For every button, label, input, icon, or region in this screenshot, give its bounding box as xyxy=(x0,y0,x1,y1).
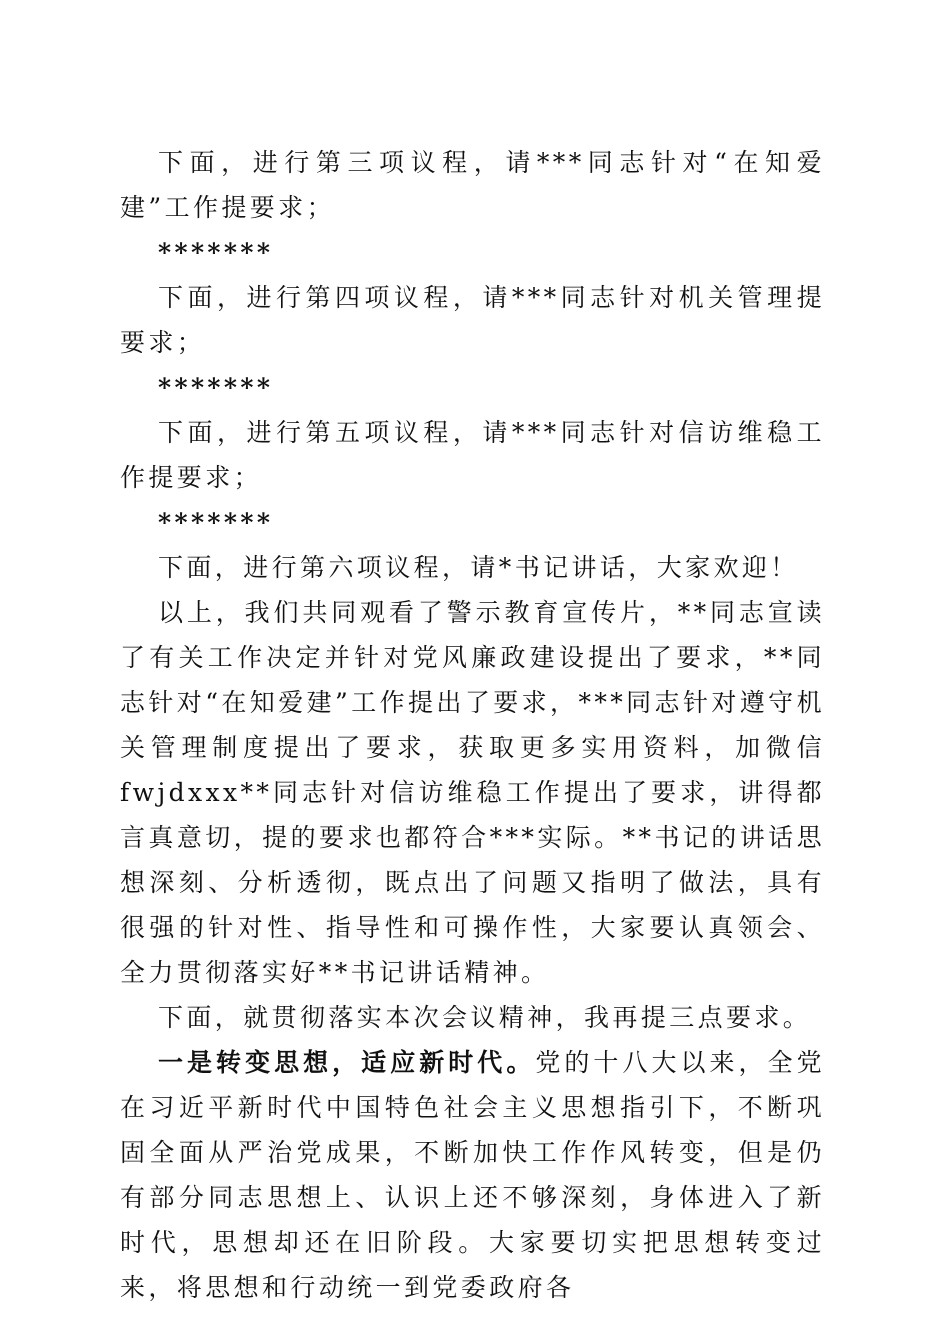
separator-2: ******* xyxy=(158,373,274,402)
separator-1: ******* xyxy=(158,238,274,267)
paragraph-agenda-4: 下面，进行第四项议程，请***同志针对机关管理提要求； xyxy=(120,283,825,357)
paragraph-agenda-6: 下面，进行第六项议程，请*书记讲话，大家欢迎！ xyxy=(158,553,799,582)
paragraph-summary: 以上，我们共同观看了警示教育宣传片，**同志宣读了有关工作决定并针对党风廉政建设提出了要求，**同志针对“在知爱建”工作提出了要求，***同志针对遵守机关管理制度提出了要求，获取更多实用资料，加微信 fwjdxxx**同志针对信访维稳工作提出了要求，讲得都言真意切，提的要求也都符合***实际。**书记的讲话思想深刻、分析透彻，既点出了问题又指明了做法，具有很强的针对性、指导性和可操作性，大家要认真领会、全力贯彻落实好**书记讲话精神。 xyxy=(120,598,825,987)
requirement-1-body: 党的十八大以来，全党在习近平新时代中国特色社会主义思想指引下，不断巩固全面从严治党成果，不断加快工作作风转变，但是仍有部分同志思想上、认识上还不够深刻，身体进入了新时代，思想却还在旧阶段。大家要切实把思想转变过来，将思想和行动统一到党委政府各 xyxy=(120,1048,825,1302)
paragraph-agenda-5: 下面，进行第五项议程，请***同志针对信访维稳工作提要求； xyxy=(120,418,825,492)
paragraph-requirements-intro: 下面，就贯彻落实本次会议精神，我再提三点要求。 xyxy=(158,1003,812,1032)
requirement-1-lead: 一是转变思想，适应新时代。 xyxy=(158,1048,536,1077)
document-page xyxy=(120,140,825,1310)
separator-3: ******* xyxy=(158,508,274,537)
paragraph-requirement-1 xyxy=(120,1040,825,1310)
paragraph-agenda-3: 下面，进行第三项议程，请***同志针对“在知爱建”工作提要求； xyxy=(120,148,825,222)
